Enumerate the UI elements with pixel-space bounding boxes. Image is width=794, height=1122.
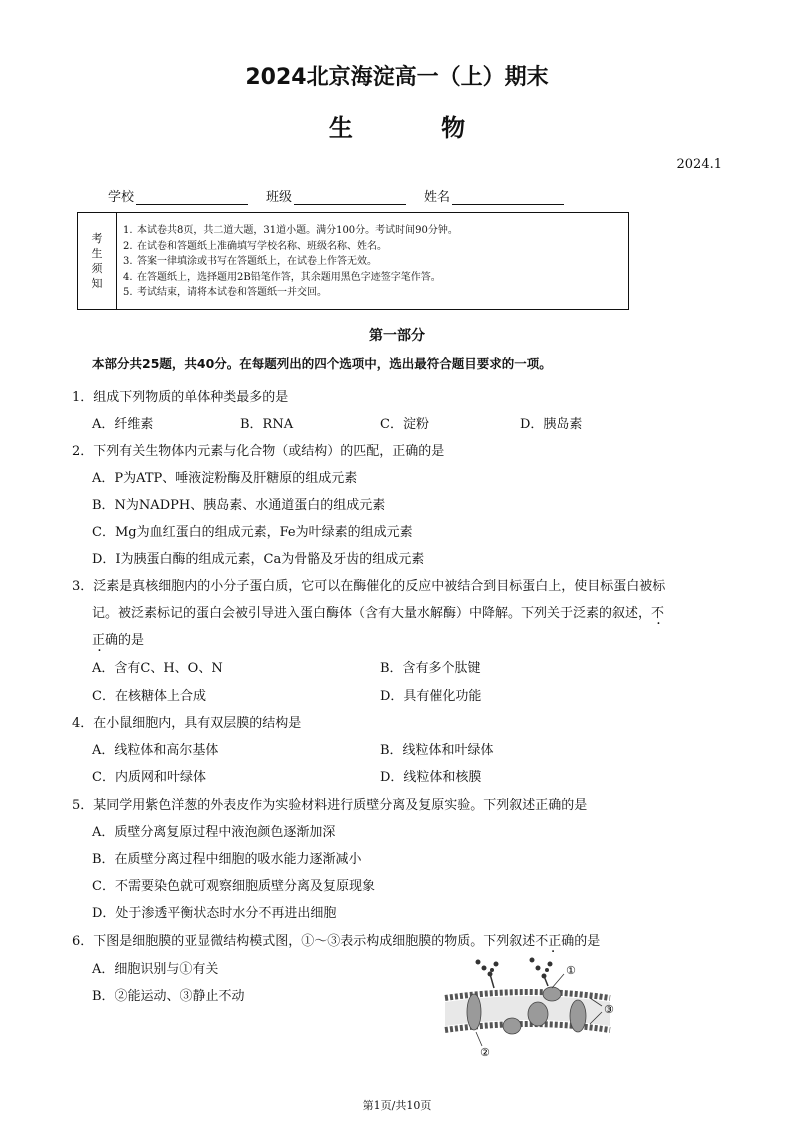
q1-option-c[interactable]: C．淀粉 <box>380 417 429 432</box>
q1-option-d[interactable]: D．胰岛素 <box>520 417 583 432</box>
label-3: ③ <box>604 1003 614 1016</box>
name-blank[interactable] <box>452 190 564 205</box>
q6-option-a[interactable]: A．细胞识别与①有关 <box>92 962 219 977</box>
q5-option-c[interactable]: C．不需要染色就可观察细胞质壁分离及复原现象 <box>92 879 375 894</box>
school-field: 学校 <box>108 186 248 205</box>
glycoprotein-chains <box>476 958 553 989</box>
q2-option-c[interactable]: C．Mg为血红蛋白的组成元素，Fe为叶绿素的组成元素 <box>92 525 413 540</box>
notice-item: 3. 答案一律填涂或书写在答题纸上，在试卷上作答无效。 <box>123 256 377 267</box>
part-description: 本部分共25题，共40分。在每题列出的四个选项中，选出最符合题目要求的一项。 <box>92 356 552 371</box>
q3-option-b[interactable]: B．含有多个肽键 <box>380 661 481 676</box>
q4-option-b[interactable]: B．线粒体和叶绿体 <box>380 743 494 758</box>
label-2: ② <box>480 1046 490 1059</box>
q2-option-b[interactable]: B．N为NADPH、胰岛素、水通道蛋白的组成元素 <box>92 498 386 513</box>
emphasis-correct: 正 <box>92 633 106 648</box>
question-2-stem: 2．下列有关生物体内元素与化合物（或结构）的匹配，正确的是 <box>72 444 445 459</box>
q3-option-c[interactable]: C．在核糖体上合成 <box>92 689 206 704</box>
q2-option-a[interactable]: A．P为ATP、唾液淀粉酶及肝糖原的组成元素 <box>92 471 358 486</box>
notice-item: 5. 考试结束，请将本试卷和答题纸一并交回。 <box>123 287 327 298</box>
page-footer: 第1页/共10页 <box>362 1099 432 1112</box>
name-field: 姓名 <box>424 186 564 205</box>
q1-option-b[interactable]: B．RNA <box>240 417 294 432</box>
q3-option-a[interactable]: A．含有C、H、O、N <box>92 661 223 676</box>
q5-option-d[interactable]: D．处于渗透平衡状态时水分不再进出细胞 <box>92 906 337 921</box>
notice-item: 4. 在答题纸上，选择题用2B铅笔作答，其余题用黑色字迹签字笔作答。 <box>123 271 441 283</box>
q2-option-d[interactable]: D．I为胰蛋白酶的组成元素，Ca为骨骼及牙齿的组成元素 <box>92 552 425 567</box>
question-1-stem: 1．组成下列物质的单体种类最多的是 <box>72 390 289 405</box>
question-4-stem: 4．在小鼠细胞内，具有双层膜的结构是 <box>72 716 302 731</box>
emphasis-not: 不 <box>651 606 665 621</box>
q5-option-a[interactable]: A．质壁分离复原过程中液泡颜色逐渐加深 <box>92 825 336 840</box>
exam-date: 2024.1 <box>676 157 722 172</box>
exam-title: 2024北京海淀高一（上）期末 <box>245 65 549 90</box>
q4-option-c[interactable]: C．内质网和叶绿体 <box>92 770 206 785</box>
q6-option-b[interactable]: B．②能运动、③静止不动 <box>92 989 245 1004</box>
question-3-line-2: 记。被泛素标记的蛋白会被引导进入蛋白酶体（含有大量水解酶）中降解。下列关于泛素的叙述，不 <box>92 606 665 621</box>
q1-option-a[interactable]: A．纤维素 <box>92 417 154 432</box>
student-info-fields <box>108 186 564 205</box>
question-3-line-1: 3．泛素是真核细胞内的小分子蛋白质，它可以在酶催化的反应中被结合到目标蛋白上，使目标蛋白被标 <box>72 579 666 594</box>
q4-option-a[interactable]: A．线粒体和高尔基体 <box>92 743 219 758</box>
emphasis-not-correct: 不正确 <box>535 934 575 949</box>
q3-option-d[interactable]: D．具有催化功能 <box>380 689 482 704</box>
notice-item: 1. 本试卷共8页，共二道大题，31道小题。满分100分。考试时间90分钟。 <box>123 225 458 236</box>
part-title: 第一部分 <box>369 328 425 344</box>
label-1: ① <box>566 964 576 977</box>
question-3-line-3: 正确的是 <box>92 633 145 648</box>
notice-list <box>117 213 458 309</box>
exam-notice-box <box>77 212 629 310</box>
question-6-stem: 6．下图是细胞膜的亚显微结构模式图，①～③表示构成细胞膜的物质。下列叙述不正确的是 <box>72 934 601 949</box>
school-blank[interactable] <box>136 190 248 205</box>
notice-item: 2. 在试卷和答题纸上准确填写学校名称、班级名称、姓名。 <box>123 240 387 252</box>
cell-membrane-diagram <box>440 950 620 1060</box>
subject-title: 生 物 <box>328 114 506 142</box>
question-5-stem: 5．某同学用紫色洋葱的外表皮作为实验材料进行质壁分离及复原实验。下列叙述正确的是 <box>72 798 588 813</box>
class-field: 班级 <box>266 186 406 205</box>
q5-option-b[interactable]: B．在质壁分离过程中细胞的吸水能力逐渐减小 <box>92 852 362 867</box>
notice-heading: 考 生 须 知 <box>78 213 117 309</box>
class-blank[interactable] <box>294 190 406 205</box>
q4-option-d[interactable]: D．线粒体和核膜 <box>380 770 482 785</box>
